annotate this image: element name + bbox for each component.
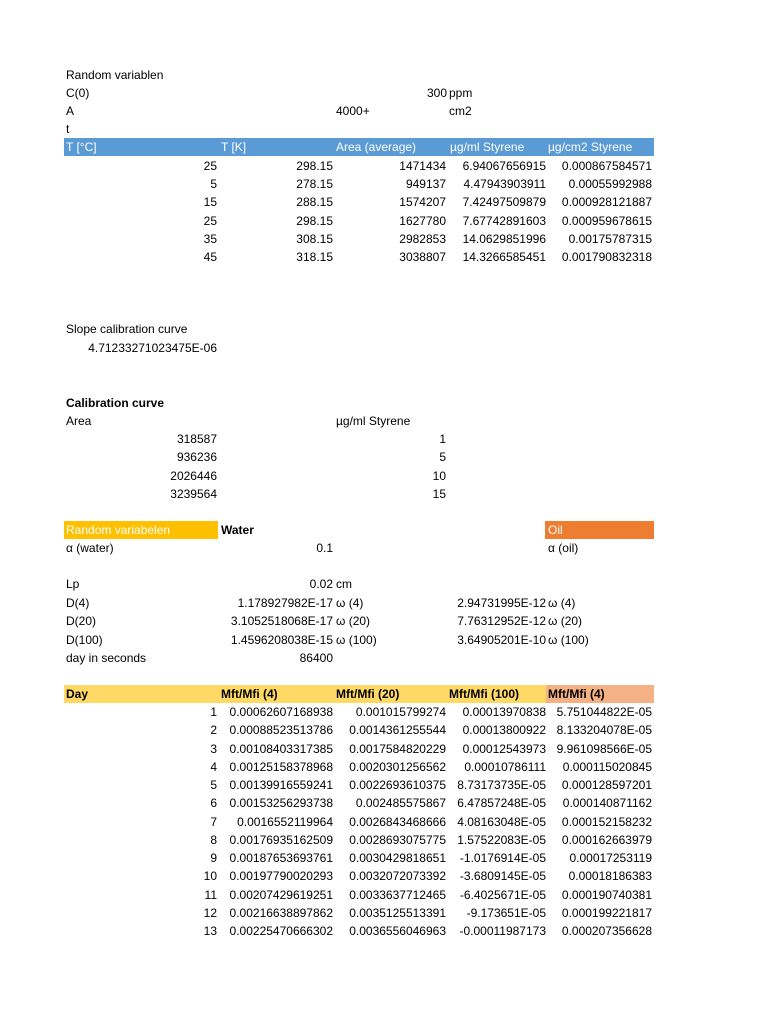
- diffusion-oil-omega: ω (100): [548, 632, 589, 647]
- temp-header-area: Area (average): [336, 140, 417, 154]
- mft-100-cell: -0.00011987173: [459, 924, 546, 938]
- mft-20-cell: 0.0026843468666: [349, 814, 446, 829]
- mft-100-cell: -6.4025671E-05: [459, 887, 546, 902]
- mft-day-cell: 12: [203, 905, 217, 920]
- diffusion-water-value: 1.178927982E-17: [237, 596, 333, 610]
- mft-oil-4-cell: 0.000140871162: [562, 796, 652, 811]
- temp-ugcm2-cell: 0.00055992988: [568, 177, 652, 192]
- mft-100-cell: 0.00013970838: [462, 705, 546, 719]
- mft-20-cell: 0.0020301256562: [349, 759, 446, 774]
- diffusion-row: [0, 631, 768, 649]
- temp-celsius-cell: 45: [203, 250, 217, 264]
- diffusion-row: [0, 594, 768, 612]
- day-seconds-label: day in seconds: [66, 651, 147, 665]
- c0-value: 300: [426, 86, 447, 100]
- mft-day-cell: 11: [204, 887, 217, 902]
- mft-20-cell: 0.002485575867: [355, 796, 446, 811]
- diffusion-oil-value: 7.76312952E-12: [457, 614, 546, 629]
- mft-table-row: [0, 776, 768, 794]
- mft-oil-4-cell: 8.133204078E-05: [556, 723, 652, 738]
- mft-table-row: [0, 831, 768, 849]
- mft-4-cell: 0.00062607168938: [229, 705, 333, 719]
- diffusion-oil-omega: ω (20): [548, 614, 583, 629]
- diffusion-label: D(20): [66, 614, 97, 629]
- temp-header-celsius: T [°C]: [66, 140, 97, 154]
- mft-oil-4-cell: 0.000115020845: [562, 759, 652, 774]
- mft-oil-4-cell: 9.961098566E-05: [556, 741, 652, 756]
- mft-4-cell: 0.00225470666302: [229, 924, 333, 938]
- c0-row: [0, 84, 768, 102]
- calibration-area-cell: 3239564: [170, 486, 217, 501]
- calibration-title: Calibration curve: [66, 396, 165, 410]
- mft-4-cell: 0.00207429619251: [229, 887, 333, 902]
- temp-table-row: [0, 175, 768, 193]
- mft-header-4: Mft/Mfi (4): [221, 687, 278, 701]
- mft-table-row: [0, 703, 768, 721]
- mft-4-cell: 0.00187653693761: [229, 851, 333, 865]
- water-label: Water: [221, 523, 254, 537]
- mft-20-cell: 0.0028693075775: [349, 832, 446, 847]
- diffusion-water-omega: ω (100): [336, 632, 377, 647]
- diffusion-water-value: 3.1052518068E-17: [230, 614, 333, 629]
- temp-ugml-cell: 7.67742891603: [462, 213, 546, 228]
- mft-day-cell: 9: [210, 851, 217, 865]
- alpha-row: [0, 539, 768, 557]
- diffusion-header-row: [0, 521, 768, 539]
- mft-100-cell: -3.6809145E-05: [459, 869, 546, 884]
- temp-area-cell: 1471434: [399, 159, 446, 173]
- t-row: [0, 120, 768, 138]
- mft-20-cell: 0.0032072073392: [349, 869, 446, 884]
- mft-oil-4-cell: 0.000207356628: [561, 924, 652, 938]
- mft-day-cell: 3: [210, 741, 217, 756]
- alpha-water-value: 0.1: [316, 541, 333, 555]
- calibration-row: [0, 448, 768, 466]
- temp-ugcm2-cell: 0.001790832318: [561, 250, 652, 264]
- alpha-oil-label: α (oil): [548, 541, 579, 555]
- mft-20-cell: 0.0030429818651: [349, 851, 446, 865]
- mft-day-cell: 1: [210, 705, 217, 719]
- mft-4-cell: 0.00088523513786: [229, 723, 333, 738]
- mft-4-cell: 0.00108403317385: [229, 741, 333, 756]
- temp-ugcm2-cell: 0.000928121887: [561, 195, 652, 210]
- diffusion-water-omega: ω (4): [336, 596, 364, 610]
- mft-table-row: [0, 867, 768, 885]
- temp-celsius-cell: 5: [210, 177, 217, 192]
- mft-day-cell: 6: [210, 796, 217, 811]
- temp-table-row: [0, 230, 768, 248]
- diffusion-label: D(100): [66, 632, 103, 647]
- lp-value: 0.02: [309, 577, 333, 591]
- temp-header-kelvin: T [K]: [221, 140, 247, 154]
- mft-20-cell: 0.0036556046963: [349, 924, 446, 938]
- slope-value: 4.71233271023475E-06: [88, 341, 217, 355]
- slope-value-row: [0, 339, 768, 357]
- mft-table-row: [0, 849, 768, 867]
- mft-day-cell: 10: [203, 869, 217, 884]
- mft-oil-4-cell: 0.000162663979: [561, 832, 652, 847]
- mft-4-cell: 0.00125158378968: [229, 759, 333, 774]
- mft-header-day: Day: [64, 685, 546, 703]
- temp-area-cell: 3038807: [399, 250, 446, 264]
- temp-kelvin-cell: 288.15: [296, 195, 333, 210]
- area-a-label: A: [66, 104, 75, 118]
- calibration-area-cell: 936236: [176, 450, 217, 465]
- mft-header-oil-4: Mft/Mfi (4): [546, 685, 654, 703]
- mft-100-cell: 6.47857248E-05: [457, 796, 546, 811]
- mft-4-cell: 0.00176935162509: [229, 832, 333, 847]
- mft-day-cell: 8: [210, 832, 217, 847]
- mft-20-cell: 0.0017584820229: [349, 741, 446, 756]
- temp-ugml-cell: 6.94067656915: [462, 159, 546, 173]
- random-variabelen-label: Random variabelen: [64, 521, 218, 539]
- mft-20-cell: 0.001015799274: [355, 705, 446, 719]
- mft-day-cell: 4: [210, 759, 217, 774]
- temp-celsius-cell: 35: [203, 231, 217, 246]
- temp-area-cell: 1627780: [399, 213, 446, 228]
- mft-table-header: [0, 685, 768, 703]
- mft-table-row: [0, 721, 768, 739]
- diffusion-water-omega: ω (20): [336, 614, 371, 629]
- temp-ugcm2-cell: 0.000867584571: [561, 159, 652, 173]
- t-label: t: [66, 122, 70, 136]
- temp-kelvin-cell: 278.15: [296, 177, 333, 192]
- mft-100-cell: 0.00010786111: [464, 759, 546, 774]
- temp-ugml-cell: 7.42497509879: [462, 195, 546, 210]
- diffusion-oil-value: 2.94731995E-12: [457, 596, 546, 610]
- diffusion-water-value: 1.4596208038E-15: [230, 632, 333, 647]
- day-seconds-value: 86400: [299, 651, 333, 665]
- mft-100-cell: -1.0176914E-05: [459, 851, 546, 865]
- temp-area-cell: 1574207: [399, 195, 446, 210]
- mft-oil-4-cell: 0.000190740381: [561, 887, 652, 902]
- diffusion-oil-value: 3.64905201E-10: [457, 632, 546, 647]
- mft-table-row: [0, 740, 768, 758]
- temp-ugcm2-cell: 0.000959678615: [561, 213, 652, 228]
- temp-kelvin-cell: 298.15: [296, 213, 333, 228]
- temp-celsius-cell: 25: [203, 159, 217, 173]
- alpha-water-label: α (water): [66, 541, 114, 555]
- temp-kelvin-cell: 318.15: [296, 250, 333, 264]
- mft-oil-4-cell: 5.751044822E-05: [556, 705, 652, 719]
- temp-table-row: [0, 193, 768, 211]
- temp-area-cell: 2982853: [399, 231, 446, 246]
- mft-header-20: Mft/Mfi (20): [336, 687, 400, 701]
- c0-label: C(0): [66, 86, 90, 100]
- calibration-row: [0, 430, 768, 448]
- calibration-area-cell: 2026446: [170, 468, 217, 483]
- calibration-conc-cell: 5: [439, 450, 446, 465]
- oil-label: Oil: [545, 521, 654, 539]
- temp-celsius-cell: 15: [203, 195, 217, 210]
- random-variables-row: [0, 66, 768, 84]
- area-a-value: 4000+: [336, 104, 370, 118]
- temp-table-row: [0, 212, 768, 230]
- temp-table-header: [64, 138, 654, 156]
- calibration-conc-label: µg/ml Styrene: [336, 414, 411, 428]
- mft-table-row: [0, 886, 768, 904]
- mft-20-cell: 0.0033637712465: [349, 887, 446, 902]
- mft-table-row: [0, 813, 768, 831]
- mft-table-row: [0, 904, 768, 922]
- mft-100-cell: 8.73173735E-05: [457, 778, 546, 792]
- temp-ugml-cell: 4.47943903911: [463, 177, 546, 192]
- mft-day-cell: 2: [210, 723, 217, 738]
- calibration-row: [0, 467, 768, 485]
- temp-kelvin-cell: 308.15: [296, 231, 333, 246]
- temp-table-row: [0, 157, 768, 175]
- mft-day-cell: 13: [203, 924, 217, 938]
- calibration-conc-cell: 10: [432, 468, 446, 483]
- mft-header-100: Mft/Mfi (100): [449, 687, 519, 701]
- mft-table-row: [0, 758, 768, 776]
- temp-table-row: [0, 248, 768, 266]
- mft-4-cell: 0.00216638897862: [229, 905, 333, 920]
- c0-unit: ppm: [449, 86, 473, 100]
- mft-table-row: [0, 794, 768, 812]
- mft-100-cell: 1.57522083E-05: [457, 832, 546, 847]
- mft-20-cell: 0.0014361255544: [349, 723, 446, 738]
- temp-celsius-cell: 25: [203, 213, 217, 228]
- slope-label: Slope calibration curve: [66, 322, 188, 336]
- mft-20-cell: 0.0035125513391: [349, 905, 446, 920]
- mft-oil-4-cell: 0.000199221817: [561, 905, 652, 920]
- area-row: [0, 102, 768, 120]
- lp-unit: cm: [336, 577, 352, 591]
- mft-100-cell: 0.00013800922: [462, 723, 546, 738]
- mft-20-cell: 0.0022693610375: [349, 778, 446, 792]
- diffusion-oil-omega: ω (4): [548, 596, 576, 610]
- random-variables-label: Random variablen: [66, 68, 164, 82]
- mft-100-cell: 4.08163048E-05: [457, 814, 546, 829]
- mft-4-cell: 0.00139916559241: [229, 778, 333, 792]
- mft-4-cell: 0.0016552119964: [237, 814, 333, 829]
- temp-ugcm2-cell: 0.00175787315: [568, 231, 652, 246]
- diffusion-label: D(4): [66, 596, 90, 610]
- mft-oil-4-cell: 0.00018186383: [568, 869, 652, 884]
- lp-row: [0, 575, 768, 593]
- lp-label: Lp: [66, 577, 80, 591]
- mft-4-cell: 0.00197790020293: [229, 869, 333, 884]
- mft-oil-4-cell: 0.00017253119: [569, 851, 652, 865]
- area-a-unit: cm2: [449, 104, 472, 118]
- calibration-row: [0, 485, 768, 503]
- mft-oil-4-cell: 0.000128597201: [561, 778, 652, 792]
- mft-oil-4-cell: 0.000152158232: [561, 814, 652, 829]
- calibration-conc-cell: 1: [439, 432, 446, 446]
- mft-table-row: [0, 922, 768, 940]
- mft-4-cell: 0.00153256293738: [229, 796, 333, 811]
- calibration-area-cell: 318587: [176, 432, 217, 446]
- slope-row: [0, 320, 768, 338]
- temp-ugml-cell: 14.0629851996: [462, 231, 546, 246]
- temp-kelvin-cell: 298.15: [296, 159, 333, 173]
- mft-100-cell: 0.00012543973: [462, 741, 546, 756]
- mft-day-cell: 5: [210, 778, 217, 792]
- calibration-header-row: [0, 412, 768, 430]
- diffusion-row: [0, 612, 768, 630]
- temp-header-ugcm2: µg/cm2 Styrene: [548, 140, 633, 154]
- temp-header-ugml: µg/ml Styrene: [450, 140, 525, 154]
- temp-ugml-cell: 14.3266585451: [462, 250, 546, 264]
- temp-area-cell: 949137: [405, 177, 446, 192]
- calibration-conc-cell: 15: [432, 486, 446, 501]
- mft-day-cell: 7: [210, 814, 217, 829]
- calibration-title-row: [0, 394, 768, 412]
- mft-100-cell: -9.173651E-05: [466, 905, 546, 920]
- day-seconds-row: [0, 649, 768, 667]
- calibration-area-label: Area: [66, 414, 92, 428]
